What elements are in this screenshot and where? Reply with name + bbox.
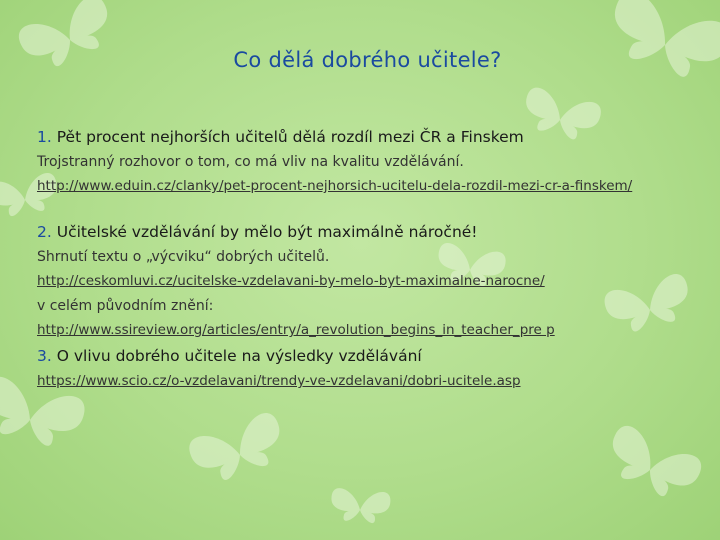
heading-text: Učitelské vzdělávání by mělo být maximálně náročné! <box>56 223 478 241</box>
butterfly-icon <box>601 0 720 88</box>
heading-text: Pět procent nejhorších učitelů dělá rozdíl mezi ČR a Finskem <box>56 128 524 146</box>
item-1-description: Trojstranný rozhovor o tom, co má vliv na kvalitu vzdělávání. <box>37 154 464 170</box>
item-1-heading <box>37 128 665 146</box>
item-2-link-2[interactable]: http://www.ssireview.org/articles/entry/a_revolution_begins_in_teacher_pre p <box>37 322 555 338</box>
slide-content <box>37 128 665 390</box>
item-2-heading <box>37 223 665 241</box>
item-number: 3. <box>37 347 52 365</box>
butterfly-icon <box>600 422 705 507</box>
item-number: 1. <box>37 128 52 146</box>
item-3-heading <box>37 347 665 365</box>
item-2-description: Shrnutí textu o „výcviku“ dobrých učitelů. <box>37 249 330 265</box>
butterfly-icon <box>186 410 290 489</box>
item-3-link[interactable]: https://www.scio.cz/o-vzdelavani/trendy-ve-vzdelavani/dobri-ucitele.asp <box>37 373 521 389</box>
item-number: 2. <box>37 223 52 241</box>
item-2-note: v celém původním znění: <box>37 298 214 314</box>
heading-text: O vlivu dobrého učitele na výsledky vzdělávání <box>56 347 422 365</box>
slide-title: Co dělá dobrého učitele? <box>233 48 502 72</box>
butterfly-icon <box>330 488 392 525</box>
item-2-link[interactable]: http://ceskomluvi.cz/ucitelske-vzdelavani-by-melo-byt-maximalne-narocne/ <box>37 273 545 289</box>
item-1-link[interactable]: http://www.eduin.cz/clanky/pet-procent-nejhorsich-ucitelu-dela-rozdil-mezi-cr-a-finskem/ <box>37 178 633 194</box>
